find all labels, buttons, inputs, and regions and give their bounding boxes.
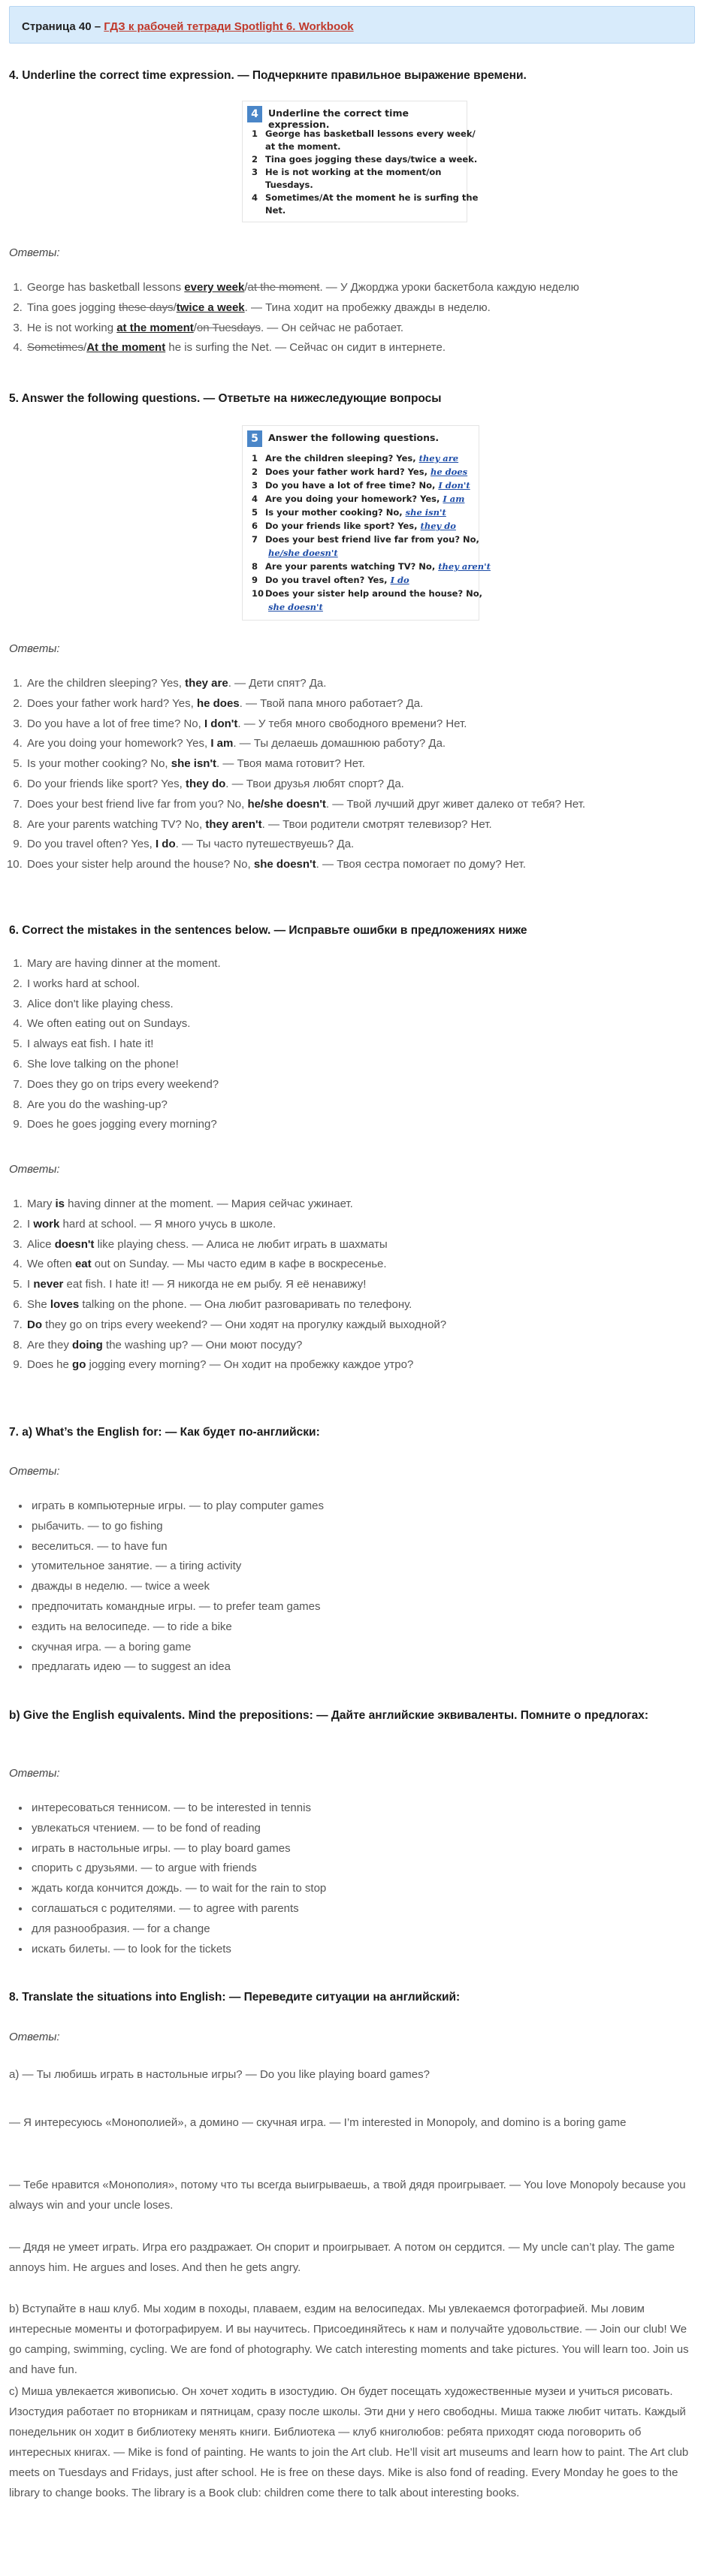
- item-text: дважды в неделю. — twice a week: [32, 1580, 210, 1593]
- line-number: 2: [252, 154, 258, 165]
- item-text: спорить с друзьями. — to argue with friends: [32, 1862, 257, 1875]
- page-header-prefix: Страница 40 –: [22, 20, 104, 33]
- list-item: 4. Sometimes/At the moment he is surfing the Net. — Сейчас он сидит в интернете.: [26, 338, 702, 358]
- list-item: [30, 1617, 699, 1638]
- handwritten-answer: I do: [390, 575, 409, 585]
- crossed-option: on Tuesdays: [196, 321, 261, 334]
- handwritten-answer: she isn't: [405, 507, 446, 518]
- list-item: [30, 1557, 699, 1577]
- item-text: предлагать идею — to suggest an idea: [32, 1660, 231, 1674]
- answer-translation: . — Твои друзья любят спорт? Да.: [225, 777, 404, 790]
- answer-translation: . — Твои родители смотрят телевизор? Нет.: [261, 817, 492, 831]
- line-number: 4: [252, 192, 258, 203]
- list-item: [26, 835, 702, 855]
- ex7b-answers-label: Ответы:: [9, 1767, 60, 1780]
- list-item: [30, 1577, 699, 1597]
- line-number: 10: [252, 588, 264, 599]
- line-number: 7: [252, 534, 258, 545]
- ex4-figure-line: [252, 167, 441, 177]
- answer-translation: like playing chess. — Алиса не любит играть в шахматы: [94, 1237, 388, 1251]
- underlined-option: every week: [184, 281, 245, 294]
- ex5-figure-line: [252, 467, 467, 477]
- ex8-answers-label: Ответы:: [9, 2031, 60, 2043]
- item-text: для разнообразия. — for a change: [32, 1922, 210, 1935]
- line-text: at the moment.: [265, 141, 341, 152]
- translation-paragraph: a) — Ты любишь играть в настольные игры? — Do you like playing board games?: [9, 2068, 430, 2081]
- ex5-figure-number: 5: [247, 430, 262, 447]
- list-item: [26, 974, 702, 995]
- answer-translation: . — Он сейчас не работает.: [260, 321, 403, 334]
- answer-bold: I am: [210, 737, 234, 750]
- line-text: Are the children sleeping? Yes,: [265, 453, 416, 464]
- ex5-figure-line: [252, 480, 470, 491]
- list-item: [30, 1496, 699, 1517]
- workbook-link[interactable]: ГДЗ к рабочей тетради Spotlight 6. Workbook: [104, 20, 354, 33]
- handwritten-answer: they do: [420, 521, 456, 531]
- item-text: веселиться. — to have fun: [32, 1539, 168, 1553]
- list-item: [26, 734, 702, 754]
- list-item: [26, 1275, 702, 1295]
- list-item: [26, 1194, 702, 1215]
- answer-translation: . — Твоя мама готовит? Нет.: [216, 757, 365, 771]
- ex5-figure-line: [252, 588, 482, 599]
- answer-text: She: [27, 1297, 50, 1311]
- question-text: Do you have a lot of free time? No,: [27, 717, 204, 730]
- line-text: Does your sister help around the house? No,: [265, 588, 483, 599]
- list-item: [30, 1638, 699, 1658]
- ex5-figure-line: [252, 507, 446, 518]
- ex5-answers-list: [9, 674, 702, 875]
- underlined-option: twice a week: [176, 300, 245, 314]
- ex4-figure-line: [252, 192, 478, 203]
- answer-text: George has basketball lessons: [27, 281, 185, 294]
- ex4-figure: [242, 101, 479, 222]
- answer-text: I: [27, 1217, 34, 1231]
- answer-text: We often: [27, 1258, 75, 1271]
- line-number: 1: [252, 128, 258, 139]
- list-item: [26, 1336, 702, 1356]
- list-item: [30, 1537, 699, 1557]
- sentence-text: She love talking on the phone!: [27, 1057, 179, 1071]
- item-text: ждать когда кончится дождь. — to wait for the rain to stop: [32, 1882, 327, 1895]
- line-number: 4: [252, 494, 258, 504]
- line-text: Do you have a lot of free time? No,: [265, 480, 436, 491]
- question-text: Does your father work hard? Yes,: [27, 696, 197, 710]
- answer-translation: out on Sunday. — Мы часто едим в кафе в воскресенье.: [91, 1258, 387, 1271]
- item-text: рыбачить. — to go fishing: [32, 1519, 163, 1533]
- list-item: [26, 815, 702, 835]
- item-text: предпочитать командные игры. — to prefer team games: [32, 1599, 321, 1613]
- answer-translation: he is surfing the Net. — Сейчас он сидит в интернете.: [165, 341, 446, 355]
- answer-bold: he does: [196, 696, 240, 710]
- line-text: Net.: [265, 205, 286, 216]
- crossed-option: Sometimes: [27, 341, 84, 355]
- answer-bold: she isn't: [171, 757, 217, 771]
- underlined-option: at the moment: [116, 321, 194, 334]
- correction-bold: loves: [50, 1297, 80, 1311]
- ex7b-list: [9, 1798, 699, 1959]
- answer-text: Alice: [27, 1237, 55, 1251]
- list-item: [26, 1315, 702, 1336]
- ex5-figure-line: [252, 453, 458, 464]
- ex4-answers-list: [9, 278, 702, 358]
- answer-bold: they do: [185, 777, 226, 790]
- question-text: Does your best friend live far from you? No,: [27, 797, 248, 811]
- answer-bold: I don't: [204, 717, 238, 730]
- list-item: [26, 1215, 702, 1235]
- answer-bold: he/she doesn't: [247, 797, 326, 811]
- sentence-text: We often eating out on Sundays.: [27, 1017, 191, 1031]
- item-text: утомительное занятие. — a tiring activity: [32, 1560, 242, 1573]
- answer-text: Tina goes jogging: [27, 300, 119, 314]
- handwritten-answer: he does: [430, 467, 468, 477]
- translation-paragraph: — Я интересуюсь «Монополией», а домино — скучная игра. — I’m interested in Monopoly, and domino is a boring game: [9, 2116, 627, 2129]
- line-number: 3: [252, 480, 258, 491]
- translation-paragraph: — Дядя не умеет играть. Игра его раздражает. Он спорит и проигрывает. А потом он сердится. — My uncle can’t play. The game annoys him. He argues and loses. And then he gets angry.: [9, 2241, 675, 2274]
- correction-bold: is: [55, 1197, 65, 1210]
- item-text: ездить на велосипеде. — to ride a bike: [32, 1620, 232, 1633]
- question-text: Does your sister help around the house? No,: [27, 858, 254, 871]
- line-number: 9: [252, 575, 258, 585]
- handwritten-answer: he/she doesn't: [268, 548, 338, 558]
- list-item: [26, 1075, 702, 1095]
- answer-bold: they are: [185, 677, 228, 690]
- ex5-title: 5. Answer the following questions. — Ответьте на нижеследующие вопросы: [9, 392, 442, 405]
- answer-translation: . — Твоя сестра помогает по дому? Нет.: [316, 858, 526, 871]
- ex4-figure-line: [252, 205, 285, 216]
- list-item: [30, 1597, 699, 1617]
- list-item: [26, 1014, 702, 1034]
- ex5-figure-line: [252, 548, 338, 558]
- ex5-figure-line: [252, 575, 409, 585]
- line-text: Sometimes/At the moment he is surfing the: [265, 192, 479, 203]
- ex5-figure-line: [252, 494, 464, 504]
- line-text: Tina goes jogging these days/twice a week.: [265, 154, 478, 165]
- answer-translation: talking on the phone. — Она любит разговаривать по телефону.: [79, 1297, 412, 1311]
- line-number: 6: [252, 521, 258, 531]
- line-number: 5: [252, 507, 258, 518]
- list-item: [26, 954, 702, 974]
- answer-text: I: [27, 1278, 34, 1291]
- ex4-figure-number: 4: [247, 106, 262, 122]
- line-text: Are your parents watching TV? No,: [265, 561, 436, 572]
- crossed-option: at the moment: [247, 281, 320, 294]
- answer-bold: they aren't: [205, 817, 262, 831]
- answer-translation: eat fish. I hate it! — Я никогда не ем рыбу. Я её ненавижу!: [63, 1278, 367, 1291]
- answer-translation: the washing up? — Они моют посуду?: [102, 1338, 303, 1351]
- list-item: [30, 1517, 699, 1537]
- ex5-figure-line: [252, 534, 479, 545]
- sentence-text: I always eat fish. I hate it!: [27, 1037, 154, 1051]
- answer-translation: . — Твой лучший друг живет далеко от тебя? Нет.: [325, 797, 586, 811]
- item-text: увлекаться чтением. — to be fond of reading: [32, 1821, 261, 1835]
- answer-translation: . — У Джорджа уроки баскетбола каждую неделю: [319, 281, 579, 294]
- answer-translation: jogging every morning? — Он ходит на пробежку каждое утро?: [86, 1358, 414, 1372]
- correction-bold: never: [33, 1278, 64, 1291]
- sentence-text: Alice don't like playing chess.: [27, 997, 174, 1010]
- ex5-figure-line: [252, 602, 323, 612]
- list-item: [26, 674, 702, 694]
- answer-translation: they go on trips every weekend? — Они ходят на прогулку каждый выходной?: [42, 1318, 447, 1331]
- ex7a-title: 7. a) What’s the English for: — Как будет по-английски:: [9, 1426, 320, 1439]
- ex6-answers-label: Ответы:: [9, 1163, 60, 1176]
- answer-translation: . — Ты часто путешествуешь? Да.: [175, 838, 355, 851]
- list-item: [26, 1034, 702, 1055]
- ex4-figure-line: [252, 180, 313, 190]
- line-number: 1: [252, 453, 258, 464]
- answer-bold: I do: [155, 838, 176, 851]
- ex7b-title: b) Give the English equivalents. Mind the prepositions: — Дайте английские эквиваленты. Помните о предлогах:: [9, 1709, 649, 1722]
- handwritten-answer: they are: [418, 453, 459, 464]
- line-text: Do you travel often? Yes,: [265, 575, 388, 585]
- line-text: Do your friends like sport? Yes,: [265, 521, 418, 531]
- line-text: He is not working at the moment/on: [265, 167, 442, 177]
- line-number: 8: [252, 561, 258, 572]
- line-text: Does your best friend live far from you? No,: [265, 534, 479, 545]
- ex7a-list: [9, 1496, 699, 1678]
- question-text: Are you doing your homework? Yes,: [27, 737, 211, 750]
- handwritten-answer: they aren't: [438, 561, 491, 572]
- ex5-answers-label: Ответы:: [9, 642, 60, 655]
- sentence-text: Does they go on trips every weekend?: [27, 1077, 219, 1091]
- list-item: [26, 1255, 702, 1275]
- ex4-figure-line: [252, 154, 477, 165]
- question-text: Do you travel often? Yes,: [27, 838, 156, 851]
- item-text: интересоваться теннисом. — to be interested in tennis: [32, 1801, 311, 1814]
- sentence-text: I works hard at school.: [27, 977, 140, 990]
- list-item: [26, 775, 702, 795]
- line-number: 3: [252, 167, 258, 177]
- ex6-answers-list: [9, 1194, 702, 1376]
- list-item: 3. He is not working at the moment/on Tuesdays. — Он сейчас не работает.: [26, 319, 702, 339]
- answer-translation: . — Ты делаешь домашнюю работу? Да.: [233, 737, 446, 750]
- sentence-text: Mary are having dinner at the moment.: [27, 957, 221, 970]
- answer-text: Does he: [27, 1358, 73, 1372]
- list-item: [30, 1657, 699, 1678]
- correction-bold: doing: [72, 1338, 103, 1351]
- question-text: Is your mother cooking? No,: [27, 757, 171, 771]
- handwritten-answer: I am: [443, 494, 465, 504]
- item-text: скучная игра. — a boring game: [32, 1640, 192, 1653]
- ex4-answers-label: Ответы:: [9, 246, 60, 259]
- answer-translation: hard at school. — Я много учусь в школе.: [59, 1217, 276, 1231]
- list-item: 1. George has basketball lessons every week/at the moment. — У Джорджа уроки баскетбола каждую неделю: [26, 278, 702, 298]
- list-item: 2. Tina goes jogging these days/twice a week. — Тина ходит на пробежку дважды в неделю.: [26, 298, 702, 319]
- answer-text: Mary: [27, 1197, 56, 1210]
- ex8-title: 8. Translate the situations into English: — Переведите ситуации на английский:: [9, 1991, 461, 2004]
- line-text: Is your mother cooking? No,: [265, 507, 403, 518]
- question-text: Are the children sleeping? Yes,: [27, 677, 186, 690]
- answer-translation: having dinner at the moment. — Мария сейчас ужинает.: [65, 1197, 353, 1210]
- list-item: [26, 855, 702, 875]
- sentence-text: Does he goes jogging every morning?: [27, 1118, 217, 1131]
- ex4-figure-title: Underline the correct time expression.: [268, 107, 409, 130]
- list-item: [26, 694, 702, 714]
- item-text: играть в настольные игры. — to play board games: [32, 1841, 291, 1855]
- ex4-figure-line: [252, 141, 340, 152]
- line-text: George has basketball lessons every week/: [265, 128, 476, 139]
- ex5-figure: [242, 425, 491, 621]
- correction-bold: work: [33, 1217, 60, 1231]
- ex5-figure-line: [252, 521, 456, 531]
- list-item: [26, 754, 702, 775]
- list-item: [26, 1235, 702, 1255]
- correction-bold: Do: [27, 1318, 42, 1331]
- ex5-figure-title: Answer the following questions.: [268, 432, 440, 443]
- answer-translation: . — Твой папа много работает? Да.: [239, 696, 424, 710]
- handwritten-answer: I don't: [438, 480, 470, 491]
- ex6-title: 6. Correct the mistakes in the sentences below. — Исправьте ошибки в предложениях ниже: [9, 924, 527, 937]
- list-item: [30, 1899, 699, 1919]
- list-item: [30, 1859, 699, 1879]
- ex4-figure-line: [252, 128, 476, 139]
- translation-paragraph: — Тебе нравится «Монополия», потому что ты всегда выигрываешь, а твой дядя проигрывает. — You love Monopoly because you always win and your uncle loses.: [9, 2179, 686, 2212]
- answer-text: He is not working: [27, 321, 117, 334]
- list-item: [30, 1798, 699, 1819]
- ex7a-answers-label: Ответы:: [9, 1465, 60, 1478]
- translation-paragraph: b) Вступайте в наш клуб. Мы ходим в походы, плаваем, ездим на велосипедах. Мы увлекаемся фотографией. Мы ловим интересные моменты и фотографируем. И вы научитесь. Присоединяйтесь к нам и получайте удовольствие. — Join our club! We go camping, swimming, cycling. We are fond of photography. We catch interesting moments and take pictures. You will learn too. Join us and have fun.: [9, 2303, 689, 2376]
- list-item: [30, 1919, 699, 1940]
- page-header: [22, 20, 354, 33]
- answer-translation: . — У тебя много свободного времени? Нет.: [237, 717, 467, 730]
- list-item: [26, 1355, 702, 1376]
- list-item: [26, 1055, 702, 1075]
- ex4-title: 4. Underline the correct time expression. — Подчеркните правильное выражение времени.: [9, 69, 527, 82]
- item-text: соглашаться с родителями. — to agree with parents: [32, 1901, 299, 1915]
- underlined-option: At the moment: [86, 341, 166, 355]
- answer-translation: . — Тина ходит на пробежку дважды в неделю.: [244, 300, 491, 314]
- list-item: [30, 1819, 699, 1839]
- sentence-text: Are you do the washing-up?: [27, 1098, 168, 1111]
- question-text: Are your parents watching TV? No,: [27, 817, 206, 831]
- list-item: [30, 1879, 699, 1899]
- answer-translation: . — Дети спят? Да.: [228, 677, 327, 690]
- list-item: [26, 1115, 702, 1135]
- list-item: [30, 1839, 699, 1859]
- crossed-option: these days: [119, 300, 174, 314]
- list-item: [26, 995, 702, 1015]
- line-text: Does your father work hard? Yes,: [265, 467, 427, 477]
- list-item: [26, 1095, 702, 1116]
- correction-bold: doesn't: [54, 1237, 95, 1251]
- line-number: 2: [252, 467, 258, 477]
- correction-bold: go: [72, 1358, 86, 1372]
- list-item: [26, 1295, 702, 1315]
- correction-bold: eat: [74, 1258, 92, 1271]
- list-item: [30, 1940, 699, 1960]
- list-item: [26, 714, 702, 735]
- ex5-figure-line: [252, 561, 491, 572]
- translation-paragraph: c) Миша увлекается живописью. Он хочет ходить в изостудию. Он будет посещать художественные музеи и учиться рисовать. Изостудия работает по вторникам и пятницам, сразу после школы. Эти дни у него свободны. Миша также любит читать. Каждый понедельник он ходит в библиотеку менять книги. Библиотека — клуб книголюбов: ребята приходят сюда поговорить об интересных книгах. — Mike is fond of painting. He wants to join the Art club. He’ll visit art museums and learn how to paint. The Art club meets on Tuesdays and Fridays, just after school. He is free on these days. Mike is also fond of reading. Every Monday he goes to the library to change books. The library is a Book club: children come there to talk about interesting books.: [9, 2385, 689, 2499]
- line-text: Are you doing your homework? Yes,: [265, 494, 440, 504]
- question-text: Do your friends like sport? Yes,: [27, 777, 186, 790]
- answer-bold: she doesn't: [253, 858, 316, 871]
- ex6-sentences-list: [9, 954, 702, 1135]
- handwritten-answer: she doesn't: [268, 602, 323, 612]
- item-text: играть в компьютерные игры. — to play computer games: [32, 1499, 324, 1512]
- item-text: искать билеты. — to look for the tickets: [32, 1942, 231, 1955]
- list-item: [26, 795, 702, 815]
- line-text: Tuesdays.: [265, 180, 313, 190]
- page-header-bar: [9, 6, 695, 44]
- answer-text: Are they: [27, 1338, 73, 1351]
